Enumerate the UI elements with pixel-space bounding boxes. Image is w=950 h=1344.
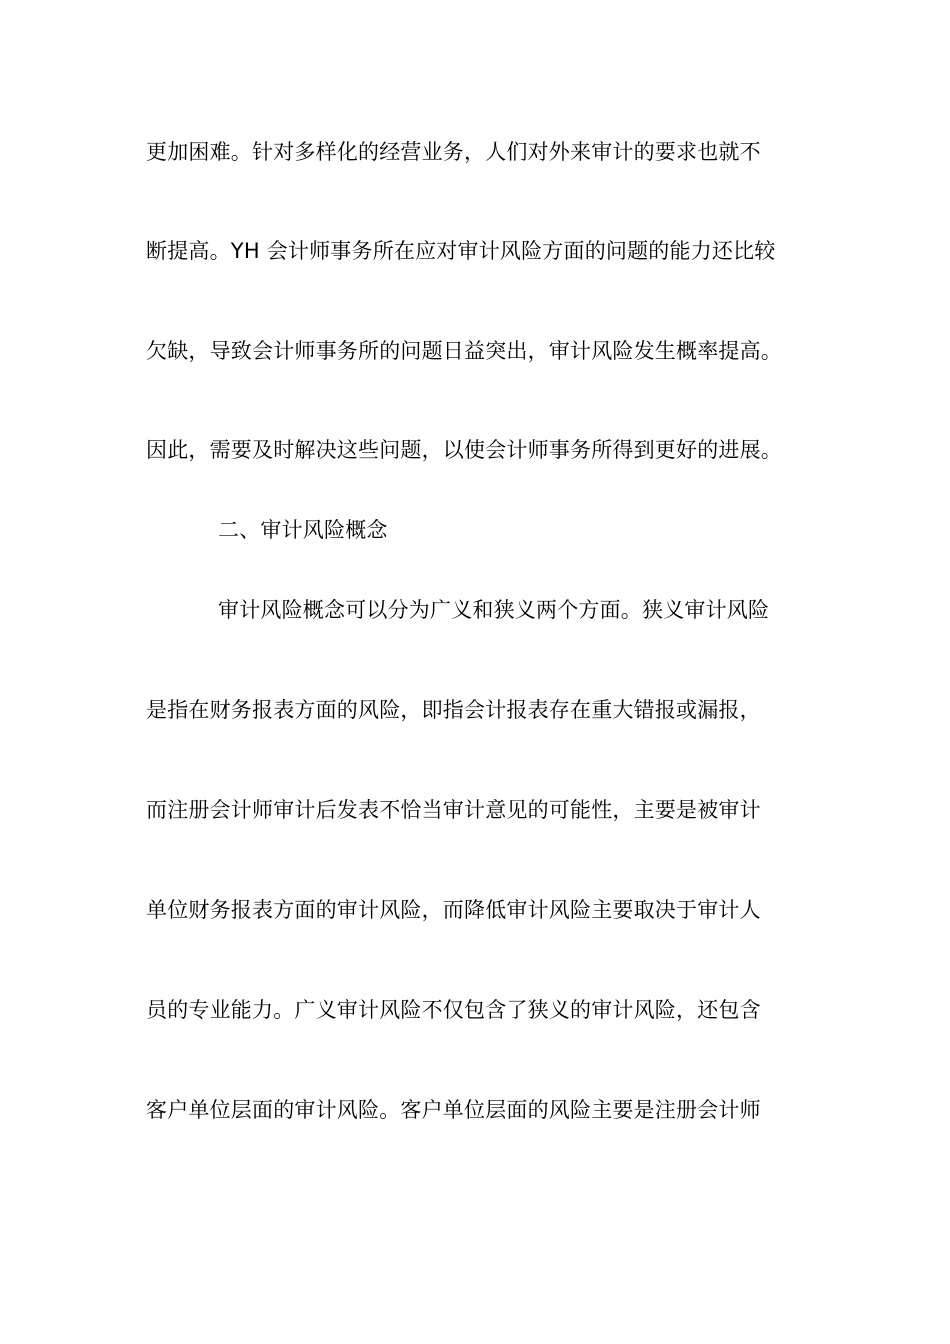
paragraph-line: 因此，需要及时解决这些问题，以使会计师事务所得到更好的进展。 <box>146 438 782 462</box>
paragraph-line: 欠缺，导致会计师事务所的问题日益突出，审计风险发生概率提高。 <box>146 339 782 363</box>
paragraph-line: 单位财务报表方面的审计风险，而降低审计风险主要取决于审计人 <box>146 898 761 922</box>
paragraph-line: 审计风险概念可以分为广义和狭义两个方面。狭义审计风险 <box>218 598 770 622</box>
paragraph-line: 更加困难。针对多样化的经营业务，人们对外来审计的要求也就不 <box>146 140 761 164</box>
paragraph-line: 断提高。YH 会计师事务所在应对审计风险方面的问题的能力还比较 <box>146 239 776 263</box>
paragraph-line: 是指在财务报表方面的风险，即指会计报表存在重大错报或漏报， <box>146 698 761 722</box>
paragraph-line: 员的专业能力。广义审计风险不仅包含了狭义的审计风险，还包含 <box>146 998 761 1022</box>
paragraph-line: 而注册会计师审计后发表不恰当审计意见的可能性，主要是被审计 <box>146 798 761 822</box>
paragraph-line: 客户单位层面的审计风险。客户单位层面的风险主要是注册会计师 <box>146 1098 761 1122</box>
section-heading: 二、审计风险概念 <box>218 518 388 542</box>
